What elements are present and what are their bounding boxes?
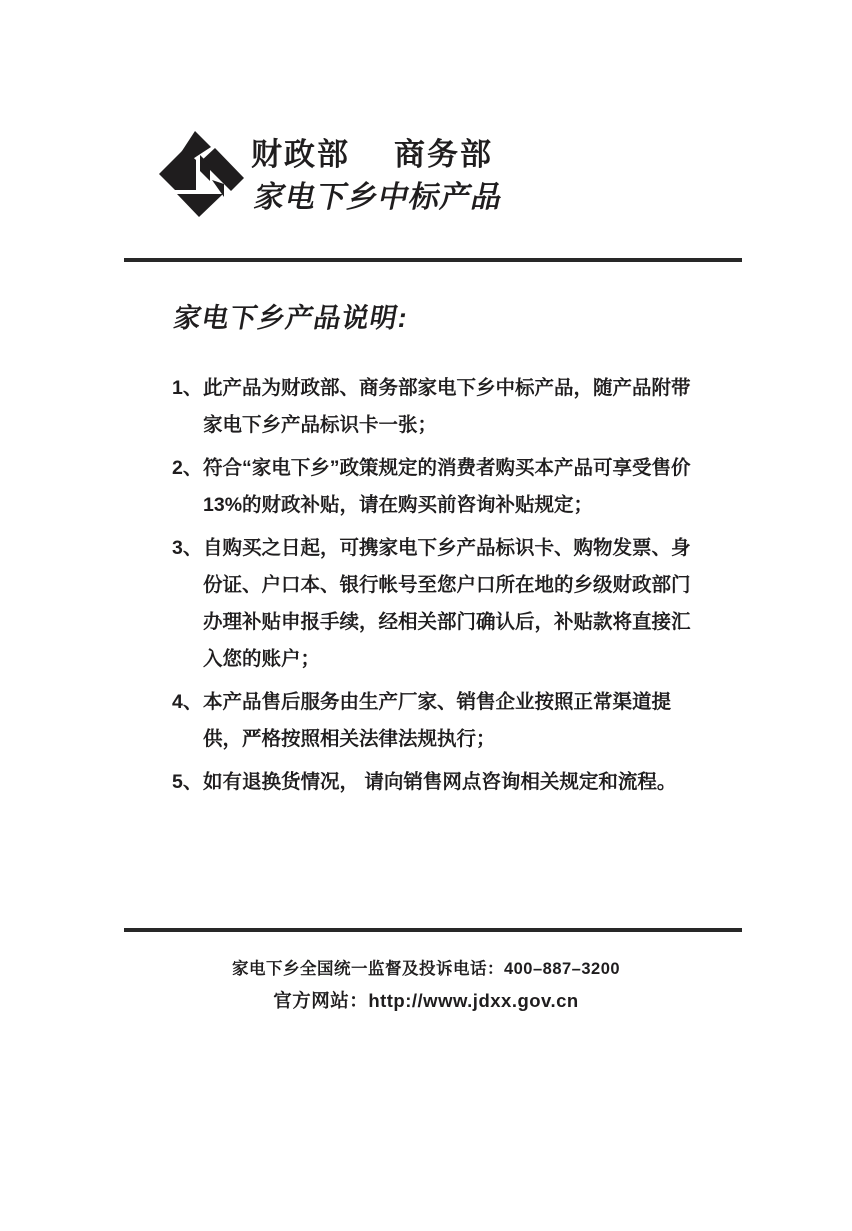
hotline-line: 家电下乡全国统一监督及投诉电话：400–887–3200: [231, 960, 621, 978]
footer: [0, 958, 852, 1013]
item-text: 自购买之日起，可携家电下乡产品标识卡、购物发票、身份证、户口本、银行帐号至您户口所在地的乡级财政部门办理补贴申报手续，经相关部门确认后，补贴款将直接汇入您的账户；: [203, 537, 691, 670]
website-url: http://www.jdxx.gov.cn: [368, 990, 579, 1011]
ministry-of-commerce-label: 商务部: [394, 137, 493, 172]
list-item-5: [172, 764, 706, 801]
item-number: 5、: [172, 771, 203, 793]
ministry-of-finance-label: 财政部: [251, 137, 350, 172]
item-number: 3、: [172, 537, 203, 559]
list-item-2: [172, 450, 706, 524]
item-text: 本产品售后服务由生产厂家、销售企业按照正常渠道提供，严格按照相关法律法规执行；: [203, 691, 672, 750]
bottom-divider: [124, 928, 742, 932]
list-item-4: [172, 684, 706, 758]
header-logo-block: [151, 127, 507, 227]
list-item-1: [172, 370, 706, 444]
logo-text-block: [251, 127, 507, 227]
item-number: 4、: [172, 691, 203, 713]
logo-subtitle: 家电下乡中标产品: [251, 181, 507, 214]
product-notes-list: [172, 370, 706, 807]
item-number: 1、: [172, 377, 203, 399]
tangram-diamond-logo-icon: [151, 127, 251, 227]
item-text: 如有退换货情况， 请向销售网点咨询相关规定和流程。: [203, 771, 677, 793]
website-label: 官方网站：: [273, 990, 369, 1011]
item-text: 符合“家电下乡”政策规定的消费者购买本产品可享受售价13%的财政补贴，请在购买前咨询补贴规定；: [203, 457, 691, 516]
item-number: 2、: [172, 457, 203, 479]
logo-title: [251, 137, 499, 173]
item-text: 此产品为财政部、商务部家电下乡中标产品，随产品附带家电下乡产品标识卡一张；: [203, 377, 691, 436]
section-heading: 家电下乡产品说明:: [171, 303, 411, 333]
list-item-3: [172, 530, 706, 678]
top-divider: [124, 258, 742, 262]
website-line: [0, 989, 852, 1013]
